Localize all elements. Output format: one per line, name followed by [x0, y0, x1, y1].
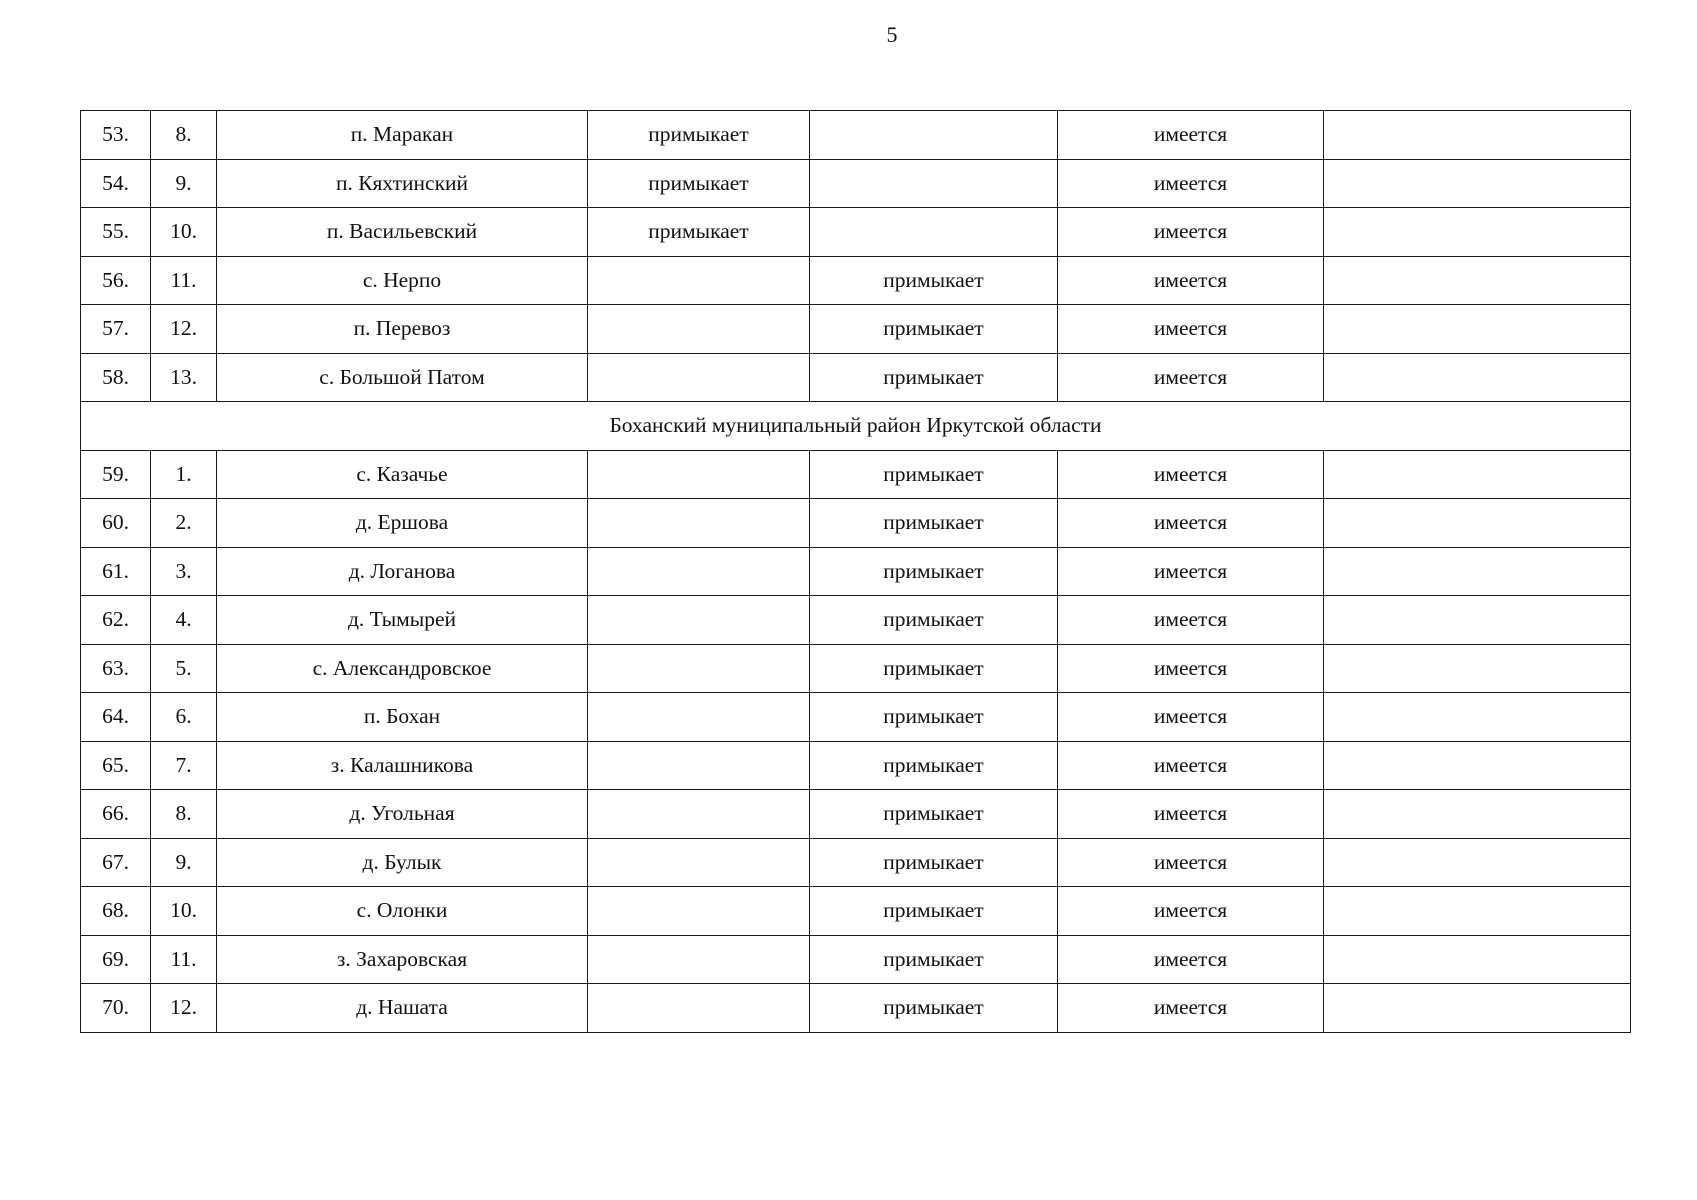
- settlement-name-cell: с. Олонки: [217, 887, 588, 936]
- table-row: [81, 838, 1631, 887]
- settlement-name-cell: п. Васильевский: [217, 208, 588, 257]
- sub-number-cell: 12.: [151, 984, 217, 1033]
- notes-cell: [1324, 353, 1631, 402]
- row-number-cell: 61.: [81, 547, 151, 596]
- settlement-name-cell: д. Угольная: [217, 790, 588, 839]
- row-number-cell: 66.: [81, 790, 151, 839]
- table-row: [81, 208, 1631, 257]
- table-row: [81, 790, 1631, 839]
- availability-cell: имеется: [1058, 887, 1324, 936]
- sub-number-cell: 12.: [151, 305, 217, 354]
- adjacency-cell-a: примыкает: [588, 208, 810, 257]
- availability-cell: имеется: [1058, 111, 1324, 160]
- adjacency-cell-b: [810, 111, 1058, 160]
- notes-cell: [1324, 838, 1631, 887]
- table-row: [81, 741, 1631, 790]
- settlement-name-cell: п. Кяхтинский: [217, 159, 588, 208]
- row-number-cell: 54.: [81, 159, 151, 208]
- adjacency-cell-b: примыкает: [810, 984, 1058, 1033]
- notes-cell: [1324, 450, 1631, 499]
- settlement-name-cell: з. Калашникова: [217, 741, 588, 790]
- notes-cell: [1324, 256, 1631, 305]
- availability-cell: имеется: [1058, 256, 1324, 305]
- availability-cell: имеется: [1058, 159, 1324, 208]
- table-row: [81, 159, 1631, 208]
- adjacency-cell-a: [588, 450, 810, 499]
- notes-cell: [1324, 984, 1631, 1033]
- adjacency-cell-a: примыкает: [588, 111, 810, 160]
- adjacency-cell-a: [588, 305, 810, 354]
- availability-cell: имеется: [1058, 644, 1324, 693]
- notes-cell: [1324, 208, 1631, 257]
- adjacency-cell-a: [588, 838, 810, 887]
- adjacency-cell-a: примыкает: [588, 159, 810, 208]
- row-number-cell: 59.: [81, 450, 151, 499]
- adjacency-cell-b: примыкает: [810, 838, 1058, 887]
- table-row: [81, 644, 1631, 693]
- availability-cell: имеется: [1058, 984, 1324, 1033]
- adjacency-cell-b: примыкает: [810, 644, 1058, 693]
- notes-cell: [1324, 741, 1631, 790]
- settlement-name-cell: с. Казачье: [217, 450, 588, 499]
- notes-cell: [1324, 547, 1631, 596]
- availability-cell: имеется: [1058, 693, 1324, 742]
- table-row: [81, 111, 1631, 160]
- row-number-cell: 68.: [81, 887, 151, 936]
- page-number: 5: [886, 22, 898, 47]
- sub-number-cell: 13.: [151, 353, 217, 402]
- settlement-name-cell: с. Александровское: [217, 644, 588, 693]
- table-row: [81, 596, 1631, 645]
- adjacency-cell-a: [588, 353, 810, 402]
- section-heading: Боханский муниципальный район Иркутской области: [81, 402, 1631, 451]
- adjacency-cell-a: [588, 741, 810, 790]
- adjacency-cell-a: [588, 596, 810, 645]
- adjacency-cell-a: [588, 499, 810, 548]
- notes-cell: [1324, 644, 1631, 693]
- row-number-cell: 62.: [81, 596, 151, 645]
- adjacency-cell-b: [810, 208, 1058, 257]
- settlement-name-cell: д. Ершова: [217, 499, 588, 548]
- adjacency-cell-b: примыкает: [810, 256, 1058, 305]
- sub-number-cell: 8.: [151, 111, 217, 160]
- availability-cell: имеется: [1058, 838, 1324, 887]
- sub-number-cell: 1.: [151, 450, 217, 499]
- sub-number-cell: 5.: [151, 644, 217, 693]
- sub-number-cell: 9.: [151, 159, 217, 208]
- adjacency-cell-a: [588, 790, 810, 839]
- notes-cell: [1324, 935, 1631, 984]
- settlements-table: [80, 110, 1631, 1033]
- sub-number-cell: 11.: [151, 935, 217, 984]
- table-row: [81, 256, 1631, 305]
- availability-cell: имеется: [1058, 499, 1324, 548]
- settlement-name-cell: п. Маракан: [217, 111, 588, 160]
- adjacency-cell-b: примыкает: [810, 353, 1058, 402]
- adjacency-cell-a: [588, 547, 810, 596]
- notes-cell: [1324, 111, 1631, 160]
- adjacency-cell-b: примыкает: [810, 693, 1058, 742]
- adjacency-cell-a: [588, 256, 810, 305]
- notes-cell: [1324, 790, 1631, 839]
- row-number-cell: 65.: [81, 741, 151, 790]
- adjacency-cell-b: примыкает: [810, 450, 1058, 499]
- section-header-row: [81, 402, 1631, 451]
- sub-number-cell: 3.: [151, 547, 217, 596]
- settlement-name-cell: д. Нашата: [217, 984, 588, 1033]
- notes-cell: [1324, 693, 1631, 742]
- adjacency-cell-b: примыкает: [810, 499, 1058, 548]
- sub-number-cell: 10.: [151, 208, 217, 257]
- settlement-name-cell: с. Большой Патом: [217, 353, 588, 402]
- notes-cell: [1324, 499, 1631, 548]
- adjacency-cell-b: примыкает: [810, 596, 1058, 645]
- settlement-name-cell: п. Перевоз: [217, 305, 588, 354]
- availability-cell: имеется: [1058, 547, 1324, 596]
- settlement-name-cell: п. Бохан: [217, 693, 588, 742]
- table-row: [81, 693, 1631, 742]
- availability-cell: имеется: [1058, 305, 1324, 354]
- availability-cell: имеется: [1058, 790, 1324, 839]
- adjacency-cell-a: [588, 644, 810, 693]
- settlement-name-cell: с. Нерпо: [217, 256, 588, 305]
- row-number-cell: 58.: [81, 353, 151, 402]
- adjacency-cell-a: [588, 693, 810, 742]
- notes-cell: [1324, 159, 1631, 208]
- row-number-cell: 56.: [81, 256, 151, 305]
- row-number-cell: 55.: [81, 208, 151, 257]
- availability-cell: имеется: [1058, 935, 1324, 984]
- table-row: [81, 353, 1631, 402]
- availability-cell: имеется: [1058, 596, 1324, 645]
- sub-number-cell: 4.: [151, 596, 217, 645]
- adjacency-cell-b: примыкает: [810, 887, 1058, 936]
- notes-cell: [1324, 887, 1631, 936]
- row-number-cell: 60.: [81, 499, 151, 548]
- table-row: [81, 887, 1631, 936]
- adjacency-cell-b: примыкает: [810, 547, 1058, 596]
- sub-number-cell: 10.: [151, 887, 217, 936]
- adjacency-cell-b: примыкает: [810, 790, 1058, 839]
- row-number-cell: 64.: [81, 693, 151, 742]
- table-row: [81, 450, 1631, 499]
- adjacency-cell-a: [588, 984, 810, 1033]
- sub-number-cell: 11.: [151, 256, 217, 305]
- table-row: [81, 547, 1631, 596]
- table-body: [81, 111, 1631, 1033]
- adjacency-cell-b: примыкает: [810, 305, 1058, 354]
- adjacency-cell-b: примыкает: [810, 741, 1058, 790]
- adjacency-cell-a: [588, 887, 810, 936]
- notes-cell: [1324, 305, 1631, 354]
- row-number-cell: 70.: [81, 984, 151, 1033]
- sub-number-cell: 8.: [151, 790, 217, 839]
- table-row: [81, 935, 1631, 984]
- table-row: [81, 305, 1631, 354]
- adjacency-cell-b: [810, 159, 1058, 208]
- sub-number-cell: 9.: [151, 838, 217, 887]
- settlement-name-cell: д. Булык: [217, 838, 588, 887]
- availability-cell: имеется: [1058, 450, 1324, 499]
- settlement-name-cell: з. Захаровская: [217, 935, 588, 984]
- row-number-cell: 57.: [81, 305, 151, 354]
- row-number-cell: 63.: [81, 644, 151, 693]
- adjacency-cell-a: [588, 935, 810, 984]
- table-row: [81, 984, 1631, 1033]
- notes-cell: [1324, 596, 1631, 645]
- settlement-name-cell: д. Логанова: [217, 547, 588, 596]
- sub-number-cell: 2.: [151, 499, 217, 548]
- row-number-cell: 67.: [81, 838, 151, 887]
- row-number-cell: 69.: [81, 935, 151, 984]
- availability-cell: имеется: [1058, 208, 1324, 257]
- availability-cell: имеется: [1058, 741, 1324, 790]
- sub-number-cell: 7.: [151, 741, 217, 790]
- settlement-name-cell: д. Тымырей: [217, 596, 588, 645]
- availability-cell: имеется: [1058, 353, 1324, 402]
- sub-number-cell: 6.: [151, 693, 217, 742]
- row-number-cell: 53.: [81, 111, 151, 160]
- table-row: [81, 499, 1631, 548]
- adjacency-cell-b: примыкает: [810, 935, 1058, 984]
